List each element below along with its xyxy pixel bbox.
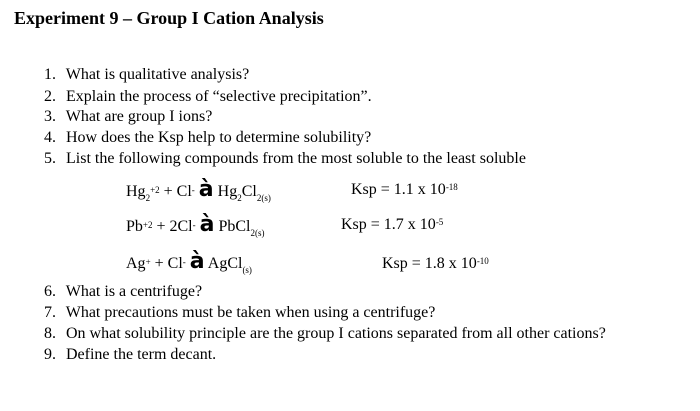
question-5 (44, 150, 526, 168)
question-3 (44, 108, 212, 126)
product-state: 2(s) (250, 228, 265, 238)
arrow-glyph: à (189, 249, 205, 274)
question-text: What is a centrifuge? (65, 283, 203, 300)
question-number: 3. (44, 108, 56, 125)
question-9 (44, 346, 216, 364)
ion-subscript: 2 (145, 193, 151, 203)
question-number: 4. (44, 129, 56, 146)
ksp-exponent: -10 (476, 256, 489, 266)
ion-charge: +2 (150, 185, 160, 195)
chloride-charge: - (182, 257, 186, 267)
ksp-value: Ksp = 1.1 x 10 (351, 181, 446, 198)
ion-symbol: Pb (126, 218, 143, 235)
question-text: What is qualitative analysis? (65, 66, 250, 83)
ion-symbol: Ag (126, 255, 146, 272)
question-2 (44, 88, 372, 106)
ksp-value: Ksp = 1.7 x 10 (341, 216, 436, 233)
question-text: How does the Ksp help to determine solubility? (66, 129, 372, 146)
question-number: 2. (44, 88, 56, 105)
product-formula-part: Cl (241, 183, 257, 200)
chloride-charge: - (192, 220, 196, 230)
question-number: 6. (44, 283, 56, 300)
ksp-hg2cl2 (351, 180, 458, 201)
product-formula: AgCl (207, 255, 243, 272)
ksp-exponent: -5 (435, 217, 444, 227)
question-text: List the following compounds from the most soluble to the least soluble (66, 150, 526, 167)
question-text: Explain the process of “selective precipitation”. (66, 88, 372, 105)
question-text: What precautions must be taken when using a centrifuge? (65, 304, 436, 321)
question-text: Define the term decant. (66, 346, 217, 363)
ion-charge: +2 (142, 220, 153, 230)
question-8 (44, 325, 606, 343)
question-number: 7. (44, 304, 56, 321)
reactant-chloride: + 2Cl (156, 218, 193, 235)
ksp-value: Ksp = 1.8 x 10 (382, 255, 477, 272)
question-7 (44, 304, 435, 322)
product-formula: PbCl (218, 218, 251, 235)
question-1 (44, 66, 249, 84)
ksp-exponent: -18 (445, 182, 458, 192)
question-number: 8. (44, 325, 56, 342)
question-number: 5. (44, 150, 56, 167)
question-4 (44, 129, 371, 147)
reaction-pb (126, 212, 265, 238)
page-title: Experiment 9 – Group I Cation Analysis (14, 8, 324, 28)
question-6 (44, 283, 202, 301)
product-state: (s) (242, 265, 252, 275)
reaction-ag (126, 249, 252, 275)
ion-symbol: Hg (126, 183, 146, 200)
question-number: 1. (44, 66, 56, 83)
question-number: 9. (44, 346, 56, 363)
arrow-glyph: à (199, 212, 215, 237)
product-subscript: 2 (237, 193, 242, 203)
product-state: 2(s) (256, 193, 271, 203)
chloride-charge: - (191, 185, 195, 195)
question-text: On what solubility principle are the group I cations separated from all other cations? (66, 325, 606, 342)
ksp-agcl (382, 254, 489, 275)
reaction-hg2 (126, 177, 271, 203)
product-formula: Hg (217, 183, 238, 200)
reactant-chloride: + Cl (154, 255, 183, 272)
ion-charge: + (145, 257, 151, 267)
arrow-glyph: à (198, 177, 214, 202)
question-text: What are group I ions? (65, 108, 213, 125)
reactant-chloride: + Cl (163, 183, 192, 200)
ksp-pbcl2 (341, 215, 443, 236)
